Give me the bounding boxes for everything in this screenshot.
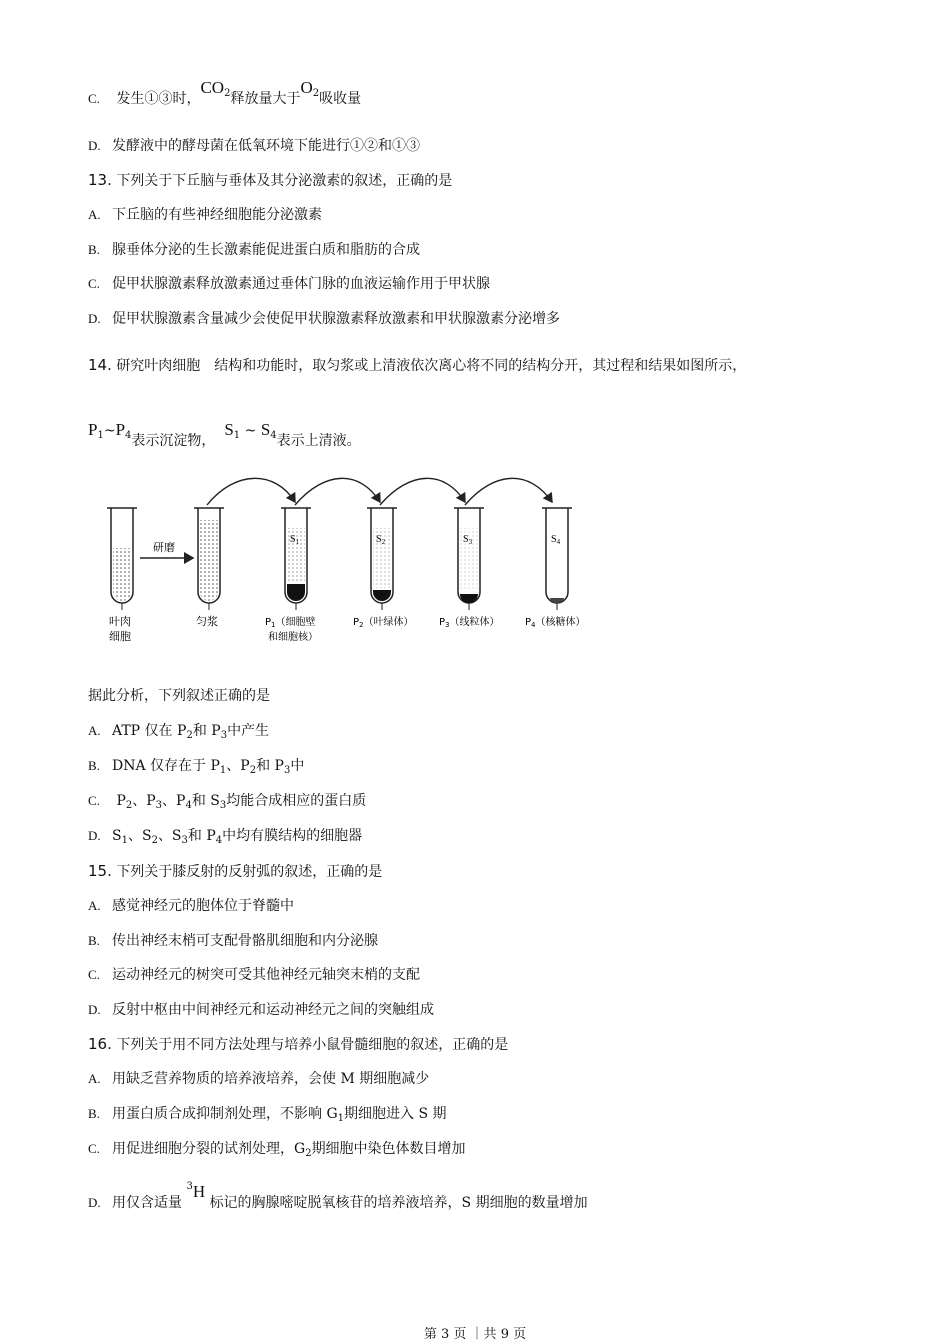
tube-homogenate: [194, 508, 224, 603]
q16-option-b: B. 用蛋白质合成抑制剂处理，不影响 $G_1$期细胞进入 S 期: [88, 1106, 447, 1124]
grind-label: 研磨: [153, 541, 175, 554]
q16-option-d: D. 用仅含适量 $^3$H 标记的胸腺嘧啶脱氧核苷的培养液培养，S 期细胞的数量增加: [88, 1181, 588, 1211]
label-p2: $P_2$（叶绿体）: [353, 617, 414, 629]
page-footer: 第 3 页 ｜共 9 页: [423, 1327, 527, 1342]
q15-option-c: C. 运动神经元的树突可受其他神经元轴突末梢的支配: [88, 967, 420, 983]
label-p4: $P_4$（核糖体）: [525, 617, 586, 629]
transfer-arrow: [207, 478, 295, 505]
label-homogenate: 匀浆: [196, 615, 218, 628]
label-p3: $P_3$（线粒体）: [439, 617, 500, 629]
q16-option-a: A. 用缺乏营养物质的培养液培养，会使 M 期细胞减少: [88, 1071, 430, 1087]
centrifugation-diagram: [95, 470, 615, 650]
question-number: 13.: [88, 171, 112, 189]
question-number: 14.: [88, 356, 112, 374]
transfer-arrow: [465, 478, 552, 505]
q12-option-c: C. 发生①③时，$CO_2$释放量大于$O_2$吸收量: [88, 78, 362, 107]
q14-option-c: C. $P_2$、$P_3$、$P_4$和 $S_3$均能合成相应的蛋白质: [88, 793, 367, 811]
q13-option-b: B. 腺垂体分泌的生长激素能促进蛋白质和脂肪的合成: [88, 242, 420, 258]
tube-leaf-cells: [107, 508, 137, 603]
q15-stem: 15. 下列关于膝反射的反射弧的叙述，正确的是: [88, 862, 383, 880]
tube-s1-p1: [281, 508, 311, 603]
q16-option-c: C. 用促进细胞分裂的试剂处理，$G_2$期细胞中染色体数目增加: [88, 1141, 466, 1159]
q14-option-a: A. ATP 仅在 $P_2$和 $P_3$中产生: [88, 723, 270, 741]
q14-stem-cont: $P_1\sim P_4$表示沉淀物， $S_1$ ~ $S_4$表示上清液。: [88, 420, 361, 449]
tube-s2-p2: [367, 508, 397, 603]
q12-option-d: D. 发酵液中的酵母菌在低氧环境下能进行①②和①③: [88, 138, 420, 154]
transfer-arrow: [380, 478, 465, 505]
q13-option-a: A. 下丘脑的有些神经细胞能分泌激素: [88, 207, 322, 223]
label-leaf-cell-1: 叶肉: [109, 615, 131, 628]
label-p1-cont: 和细胞核）: [268, 632, 318, 643]
supernatant-label-s1: $S_1$: [290, 534, 300, 546]
q14-analysis: 据此分析，下列叙述正确的是: [88, 688, 270, 704]
label-p1: $P_1$（细胞壁: [265, 617, 316, 629]
q14-stem: 14. 研究叶肉细胞 结构和功能时，取匀浆或上清液依次离心将不同的结构分开，其过程和结果如图所示，: [88, 356, 747, 374]
q16-stem: 16. 下列关于用不同方法处理与培养小鼠骨髓细胞的叙述，正确的是: [88, 1035, 509, 1053]
q15-option-a: A. 感觉神经元的胞体位于脊髓中: [88, 898, 294, 914]
q13-stem: 13. 下列关于下丘脑与垂体及其分泌激素的叙述，正确的是: [88, 171, 453, 189]
supernatant-label-s4: $S_4$: [551, 534, 561, 546]
question-number: 15.: [88, 862, 112, 880]
tube-s4-p4: [542, 508, 572, 603]
label-leaf-cell-2: 细胞: [109, 630, 131, 643]
q15-option-d: D. 反射中枢由中间神经元和运动神经元之间的突触组成: [88, 1002, 434, 1018]
option-label: C.: [88, 91, 100, 106]
q14-option-d: D. $S_1$、$S_2$、$S_3$和 $P_4$中均有膜结构的细胞器: [88, 828, 363, 846]
q14-option-b: B. DNA 仅存在于 $P_1$、$P_2$和 $P_3$中: [88, 758, 305, 776]
q13-option-d: D. 促甲状腺激素含量减少会使促甲状腺激素释放激素和甲状腺激素分泌增多: [88, 311, 560, 327]
q13-option-c: C. 促甲状腺激素释放激素通过垂体门脉的血液运输作用于甲状腺: [88, 276, 490, 292]
transfer-arrow: [295, 478, 380, 505]
supernatant-label-s2: $S_2$: [376, 534, 386, 546]
q15-option-b: B. 传出神经末梢可支配骨骼肌细胞和内分泌腺: [88, 933, 378, 949]
tube-s3-p3: [454, 508, 484, 603]
question-number: 16.: [88, 1035, 112, 1053]
supernatant-label-s3: $S_3$: [463, 534, 473, 546]
